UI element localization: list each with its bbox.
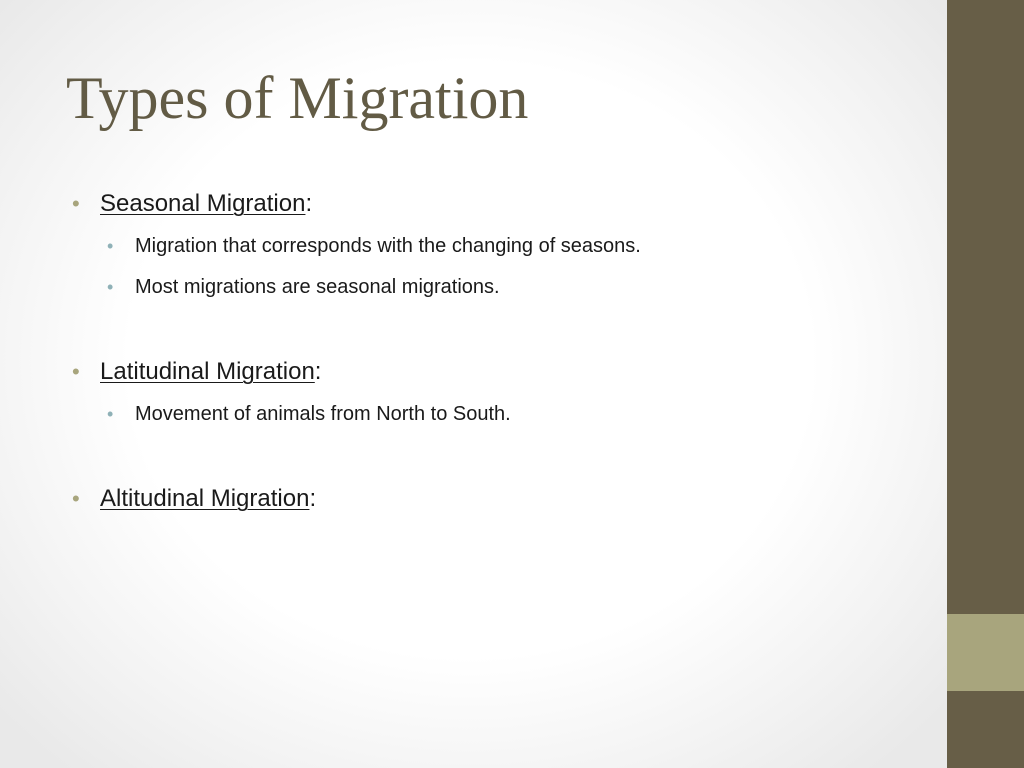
sub-bullet-text: Migration that corresponds with the changing of seasons.: [135, 235, 641, 257]
term-suffix: :: [309, 485, 317, 512]
term-suffix: :: [314, 358, 322, 385]
sub-bullet-text: Most migrations are seasonal migrations.: [135, 276, 500, 298]
term-suffix: :: [305, 190, 313, 217]
slide-title: Types of Migration: [66, 65, 529, 131]
bullet-latitudinal-migration: [72, 357, 321, 387]
term-latitudinal-migration: Latitudinal Migration: [100, 358, 315, 385]
sub-bullet: [107, 233, 641, 259]
bullet-altitudinal-migration: [72, 484, 316, 514]
bullet-seasonal-migration: [72, 189, 312, 219]
term-altitudinal-migration: Altitudinal Migration: [100, 485, 310, 512]
sub-bullet-icon: •: [107, 404, 114, 424]
sub-bullet: [107, 274, 500, 300]
sub-bullet: [107, 401, 511, 427]
term-seasonal-migration: Seasonal Migration: [100, 190, 306, 217]
side-accent-decoration: [947, 614, 1024, 691]
bullet-icon: •: [72, 191, 80, 216]
sub-bullet-icon: •: [107, 236, 114, 256]
sub-bullet-icon: •: [107, 277, 114, 297]
bullet-icon: •: [72, 359, 80, 384]
sub-bullet-text: Movement of animals from North to South.: [135, 403, 511, 425]
bullet-icon: •: [72, 486, 80, 511]
